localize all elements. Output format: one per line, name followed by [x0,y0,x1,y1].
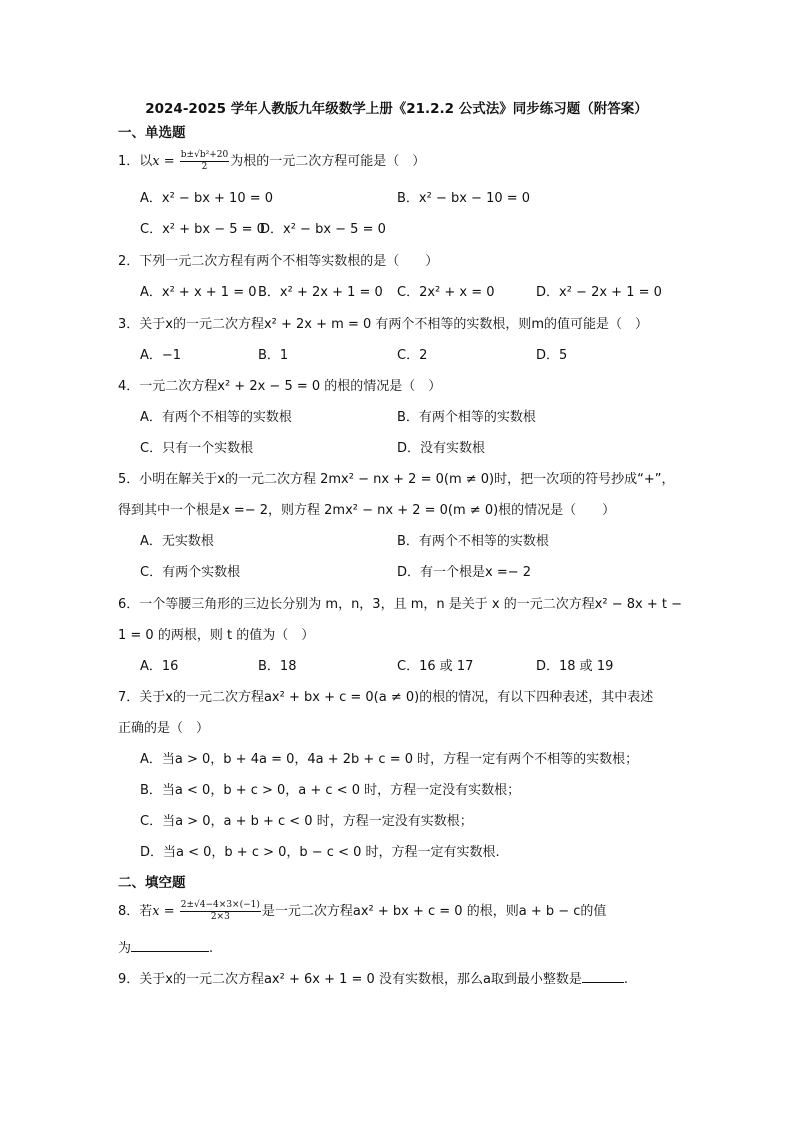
question-7-line-2: 正确的是（ ） [118,721,210,736]
question-5-line-1: 5．小明在解关于x的一元二次方程 2mx² − nx + 2 = 0(m ≠ 0)时，把一次项的符号抄成“+”， [118,472,675,487]
section-single-choice: 一、单选题 [118,125,186,141]
question-3-stem: 3．关于x的一元二次方程x² + 2x + m = 0 有两个不相等的实数根，则m的值可能是（ ） [118,317,649,332]
q6-option-c: C．16 或 17 [397,659,474,674]
q9-end: . [623,972,629,987]
q3-option-b: B．1 [258,348,289,363]
q1-option-c: C．x² + bx − 5 = 0 [140,222,265,237]
question-6-line-2: 1 = 0 的两根，则 t 的值为（ ） [118,628,315,643]
q1-suffix: 为根的一元二次方程可能是（ ） [230,154,426,169]
question-8-line-1 [118,900,606,923]
q3-option-c: C．2 [397,348,428,363]
q6-option-a: A．16 [140,659,179,674]
q8-suffix: 是一元二次方程ax² + bx + c = 0 的根，则a + b − c的值 [261,904,607,919]
q9-text: 9．关于x的一元二次方程ax² + 6x + 1 = 0 没有实数根，那么a取到最小整数是 [118,972,582,987]
q5-option-b: B．有两个不相等的实数根 [397,534,549,549]
question-8-line-2 [118,937,213,956]
q4-option-c: C．只有一个实数根 [140,441,254,456]
q2-option-c: C．2x² + x = 0 [397,285,495,300]
q4-option-d: D．没有实数根 [397,441,486,456]
question-6-line-1: 6．一个等腰三角形的三边长分别为 m，n，3，且 m，n 是关于 x 的一元二次方程x² − 8x + t − [118,597,683,612]
q1-option-d: D．x² − bx − 5 = 0 [260,222,386,237]
q8-frac-num: 2±√4−4×3×(−1) [180,900,260,910]
q4-option-b: B．有两个相等的实数根 [397,410,536,425]
q2-option-b: B．x² + 2x + 1 = 0 [258,285,383,300]
q1-frac-den: 2 [201,162,208,172]
q8-answer-blank[interactable] [131,937,209,952]
q1-fraction [180,150,229,173]
q1-var: x = [152,154,179,169]
q8-var: x = [152,904,179,919]
q1-prefix: 1．以 [118,154,153,169]
q8-end: . [209,941,214,956]
q2-option-a: A．x² + x + 1 = 0 [140,285,257,300]
q3-option-a: A．−1 [140,348,182,363]
q5-option-d: D．有一个根是x =− 2 [397,565,532,580]
page-title: 2024-2025 学年人教版九年级数学上册《21.2.2 公式法》同步练习题（附答案） [145,101,648,117]
q8-line2-text: 为 [118,941,132,956]
question-2-stem: 2．下列一元二次方程有两个不相等实数根的是（ ） [118,254,439,269]
q7-option-c: C．当a > 0，a + b + c < 0 时，方程一定没有实数根； [140,814,473,829]
question-4-stem: 4．一元二次方程x² + 2x − 5 = 0 的根的情况是（ ） [118,379,442,394]
q8-prefix: 8．若 [118,904,153,919]
q1-frac-num: b±√b²+20 [180,150,229,160]
q8-frac-den: 2×3 [210,912,230,922]
q1-option-b: B．x² − bx − 10 = 0 [397,191,531,206]
q5-option-a: A．无实数根 [140,534,214,549]
q4-option-a: A．有两个不相等的实数根 [140,410,292,425]
q8-fraction [180,900,261,923]
section-fill-blank: 二、填空题 [118,875,186,891]
q6-option-d: D．18 或 19 [536,659,614,674]
question-9-stem [118,968,628,987]
question-1-stem [118,150,425,173]
q7-option-d: D．当a < 0，b + c > 0，b − c < 0 时，方程一定有实数根. [140,845,500,860]
question-5-line-2: 得到其中一个根是x =− 2，则方程 2mx² − nx + 2 = 0(m ≠ 0)根的情况是（ ） [118,503,616,518]
q2-option-d: D．x² − 2x + 1 = 0 [536,285,662,300]
q9-answer-blank[interactable] [582,968,624,983]
question-7-line-1: 7．关于x的一元二次方程ax² + bx + c = 0(a ≠ 0)的根的情况，有以下四种表述，其中表述 [118,690,654,705]
q7-option-a: A．当a > 0，b + 4a = 0，4a + 2b + c = 0 时，方程一定有两个不相等的实数根； [140,752,639,767]
q5-option-c: C．有两个实数根 [140,565,241,580]
q3-option-d: D．5 [536,348,568,363]
q6-option-b: B．18 [258,659,297,674]
q1-option-a: A．x² − bx + 10 = 0 [140,191,274,206]
q7-option-b: B．当a < 0，b + c > 0，a + c < 0 时，方程一定没有实数根； [140,783,521,798]
